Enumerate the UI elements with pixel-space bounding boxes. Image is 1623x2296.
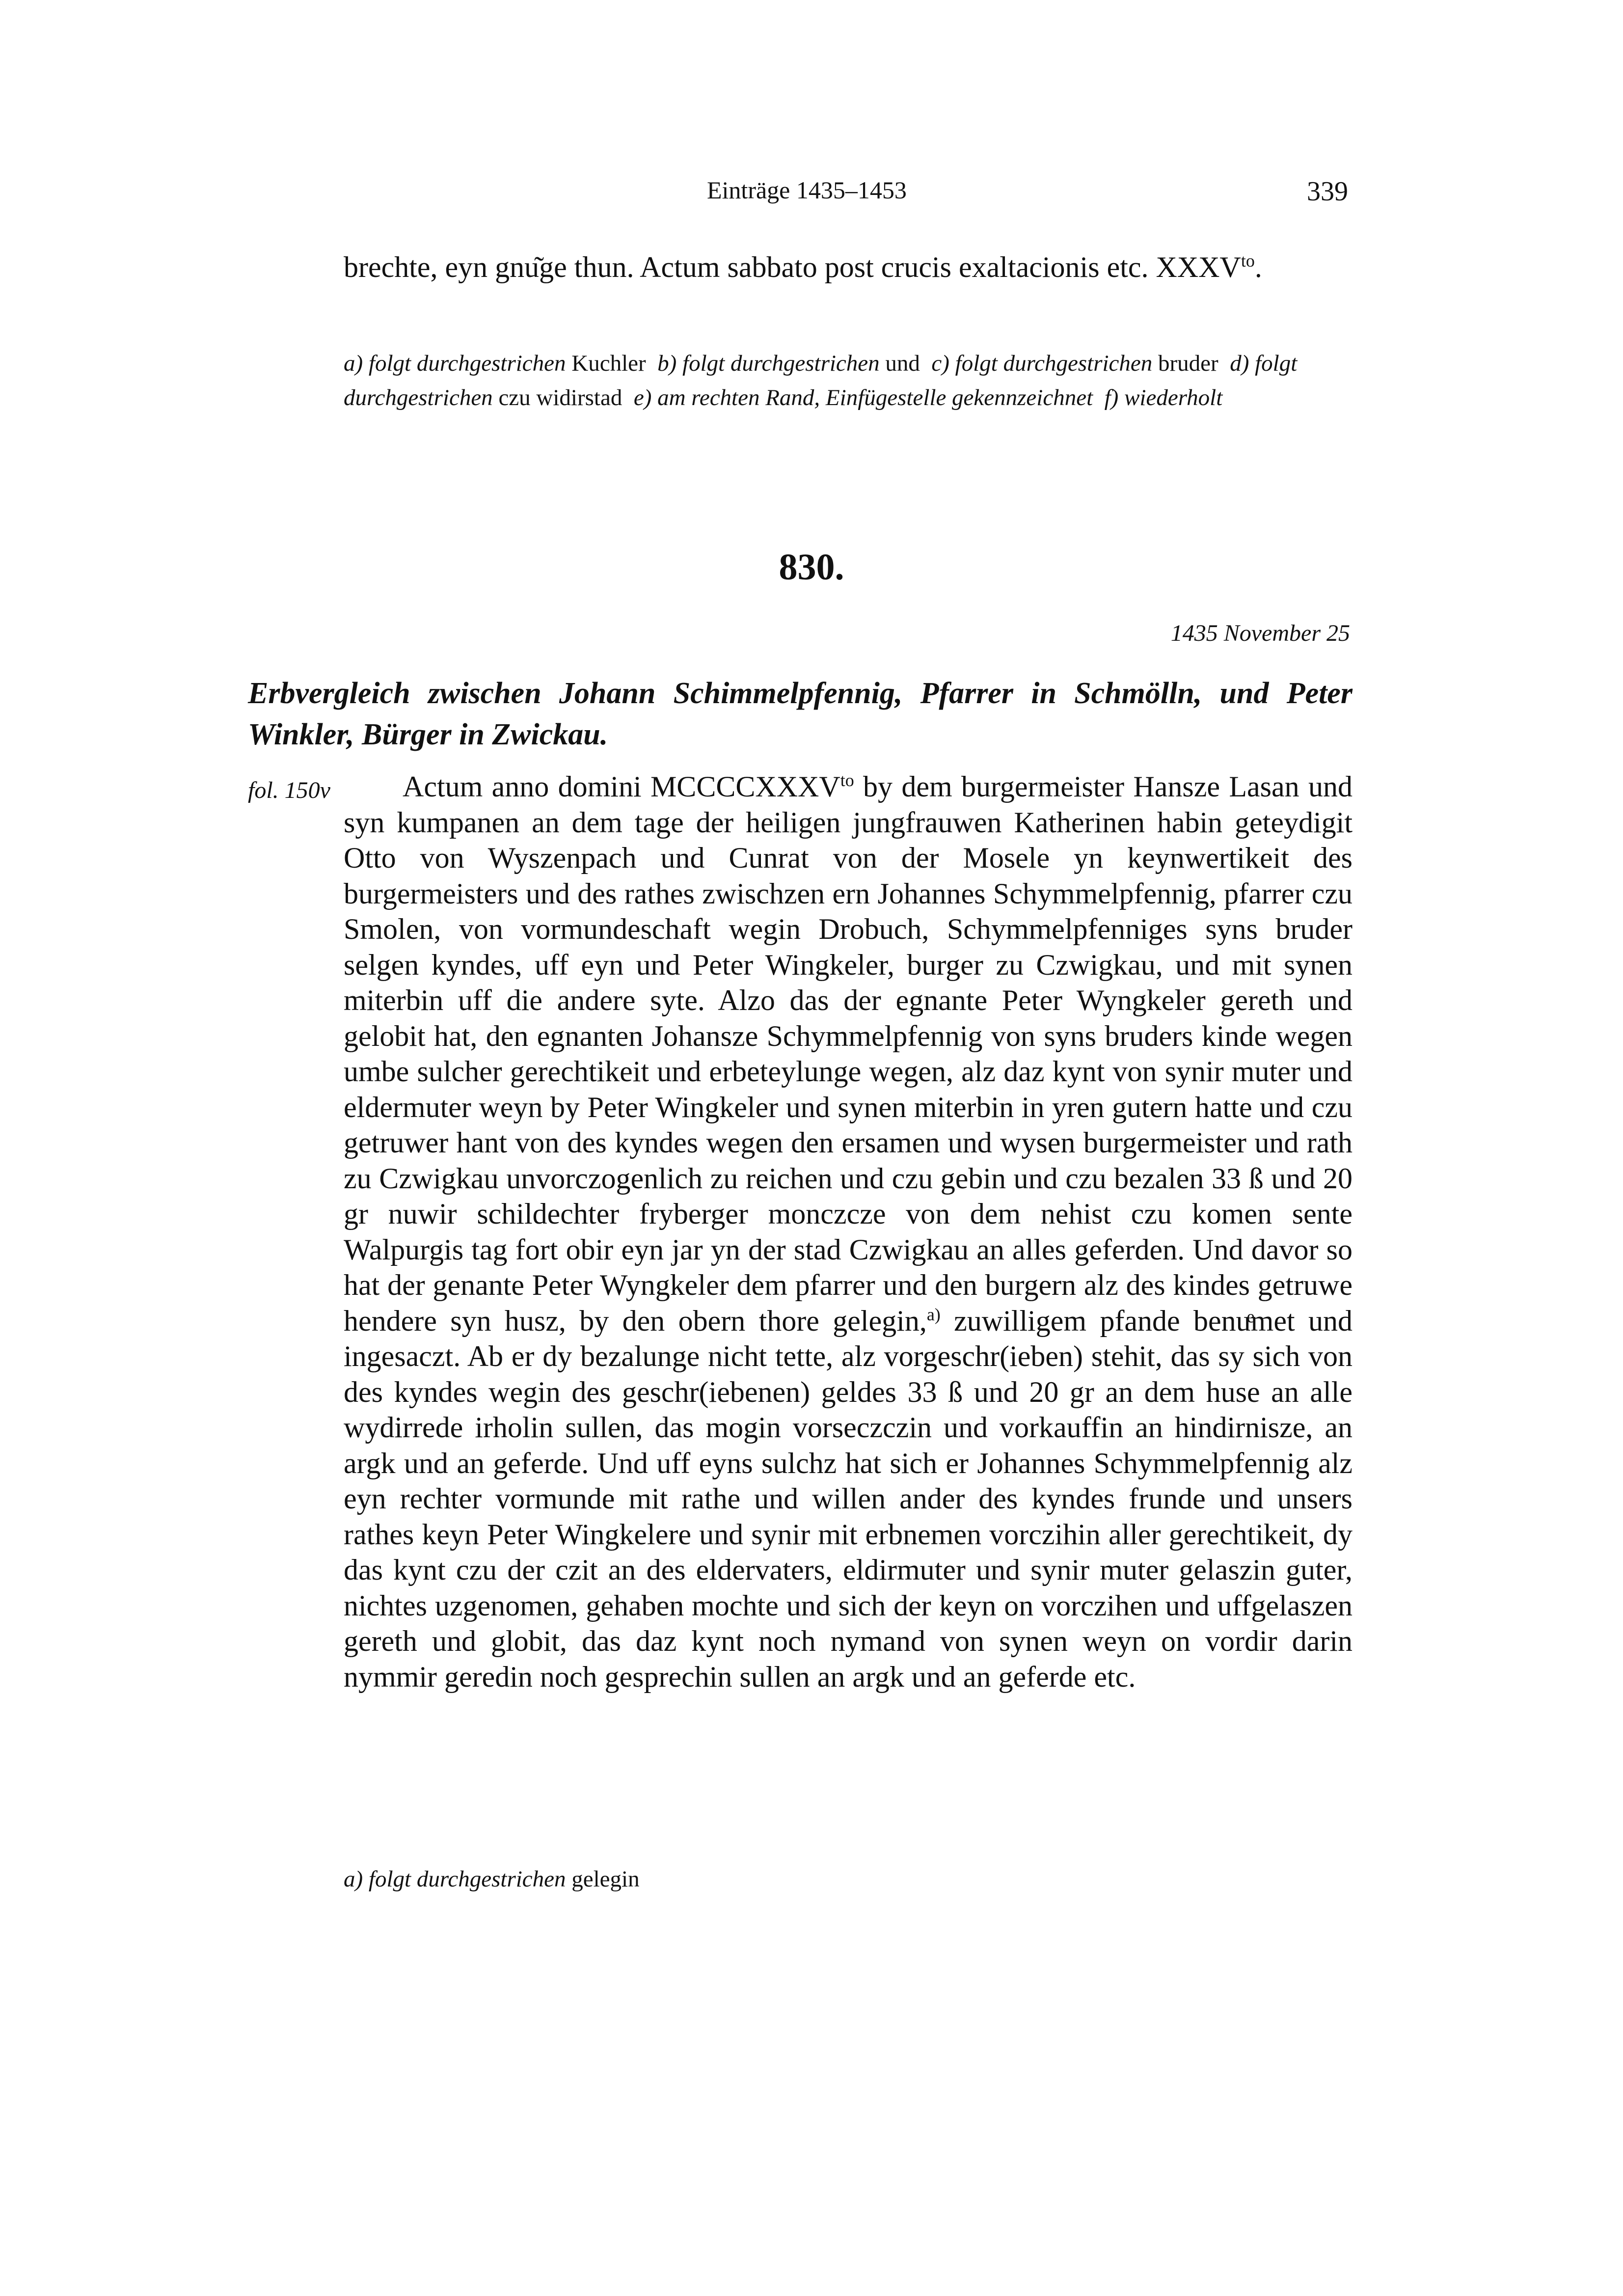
footnote-text: bruder (1158, 351, 1218, 376)
footnote-item (1105, 385, 1223, 410)
body-text-part: Actum anno domini MCCCCXXXV (403, 770, 840, 803)
entry-footnotes (344, 1862, 1352, 1896)
footnote-marker: a) (926, 1304, 941, 1324)
body-superscript: to (840, 770, 854, 790)
footnote-text: Kuchler (571, 351, 646, 376)
footnote-label: a) folgt durchgestrichen (344, 351, 566, 376)
folio-reference: fol. 150v (248, 777, 330, 803)
footnote-text: und (885, 351, 920, 376)
entry-heading: Erbvergleich zwischen Johann Schimmelpfennig, Pfarrer in Schmölln, und Peter Winkler, Bürger in Zwickau. (248, 677, 1352, 751)
page-number: 339 (1307, 176, 1348, 207)
footnote-label: c) folgt durchgestrichen (931, 351, 1153, 376)
footnote-label: b) folgt durchgestrichen (657, 351, 880, 376)
footnote-item (634, 385, 1093, 410)
continuation-text-end: . (1254, 251, 1262, 283)
previous-footnotes (344, 346, 1352, 415)
body-text-part: by dem burgermeister Hansze Lasan und syn kumpanen an dem tage der heiligen jungfrauwen Katherinen habin geteydigit Otto von Wyszenpach und Cunrat von der Mosele yn keynwertikeit des burgermeisters und des rathes zwischzen ern Johannes Schymmelpfennig, pfarrer czu Smolen, von vormundeschaft wegin Drobuch, Schymmelpfenniges syns bruder selgen kyndes, uff eyn und Peter Wingkeler, burger zu Czwigkau, und mit synen miterbin uff die andere syte. Alzo das der egnante Peter Wyngkeler gereth und gelobit hat, den egnanten Johansze Schymmelpfennig von syns bruders kinde wegen umbe sulcher gerechtikeit und erbeteylunge wegen, alz daz kynt von synir muter und eldermuter weyn by Peter Wingkeler und synen miterbin in yren gutern hatte und czu getruwer hant von des kyndes wegen den ersamen und wysen burgermeister und rath zu Czwigkau unvorczogenlich zu reichen und czu gebin und czu bezalen 33 ß und 20 gr nuwir schildechter fryberger monczcze von dem nehist czu komen sente Walpurgis tag fort obir eyn jar yn der stad Czwigkau an alles geferden. Und davor so hat der genante Peter Wyngkeler dem pfarrer und den burgern alz des kindes getruwe hendere syn husz, by den obern thore gelegin, (344, 770, 1352, 1337)
footnote-label: a) folgt durchgestrichen (344, 1866, 566, 1892)
footnote-item (931, 351, 1218, 376)
footnote-label: f) wiederholt (1104, 385, 1223, 410)
body-text-part: zuwilligem pfande benuͤmet und ingesaczt. Ab er dy bezalunge nicht tette, alz vorgeschr(ieben) stehit, das sy sich von des kyndes wegin des geschr(iebenen) geldes 33 ß und 20 gr an dem huse an alle wydirrede irholin sullen, das mogin vorseczczin und vorkauffin an hindirnisze, an argk und an geferde. Und uff eyns sulchz hat sich er Johannes Schymmelpfennig alz eyn rechter vormunde mit rathe und willen ander des kyndes frunde und unsers rathes keyn Peter Wingkelere und synir mit erbnemen vorczihin aller gerechtikeit, dy das kynt czu der czit an des eldervaters, eldirmuter und synir muter gelaszin guter, nichtes uzgenomen, gehaben mochte und sich der keyn on vorczihen und uffgelaszen gereth und globit, das daz kynt noch nymand von synen weyn on vordir darin nymmir geredin noch gesprechin sullen an argk und an geferde etc. (344, 1304, 1353, 1693)
continuation-text-main: brechte, eyn gnu͂ge thun. Actum sabbato post crucis exaltacionis etc. XXXV (344, 251, 1241, 283)
entry-date: 1435 November 25 (1170, 620, 1350, 646)
footnote-item (344, 1866, 640, 1892)
entry-number: 830. (779, 547, 844, 588)
footnote-text: czu widirstad (498, 385, 622, 410)
footnote-label: e) am rechten Rand, Einfügestelle gekennzeichnet (633, 385, 1093, 410)
footnote-label: d) folgt durchgestrichen (344, 351, 1298, 410)
footnote-item (657, 351, 920, 376)
entry-body (344, 769, 1352, 1695)
footnote-text: gelegin (571, 1866, 640, 1892)
footnote-item (344, 351, 646, 376)
continuation-superscript: to (1241, 251, 1255, 271)
continuation-text (344, 249, 1352, 285)
running-head: Einträge 1435–1453 (707, 176, 907, 204)
